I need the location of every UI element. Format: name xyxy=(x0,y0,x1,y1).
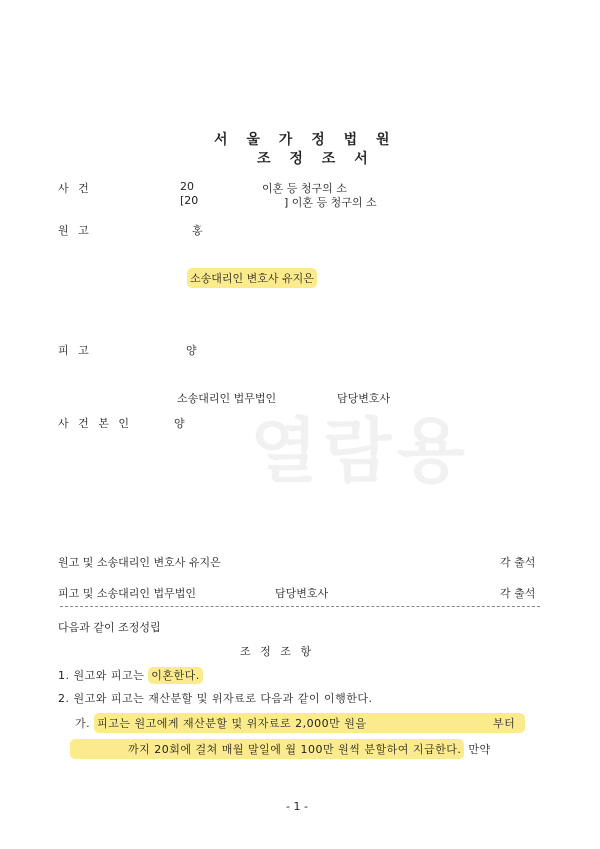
page-number: - 1 - xyxy=(286,800,308,813)
clause-2a-tail: 만약 xyxy=(464,743,491,756)
case-desc-1: 이혼 등 청구의 소 xyxy=(262,182,347,195)
case-year-2: [20 xyxy=(180,194,199,207)
clause-2a-highlight xyxy=(94,713,525,733)
clause-2a-prefix: 가. xyxy=(75,717,95,730)
plaintiff-name: 홍 xyxy=(192,224,203,237)
clause-2a xyxy=(75,713,525,733)
attendance-2-extra: 담당변호사 xyxy=(275,587,329,600)
clause-2: 2. 원고와 피고는 재산분할 및 위자료로 다음과 같이 이행한다. xyxy=(58,692,373,705)
principal-name: 양 xyxy=(174,417,185,430)
attendance-1-text: 원고 및 소송대리인 변호사 유지은 xyxy=(58,556,221,569)
case-year-1: 20 xyxy=(180,180,194,193)
principal-label: 사 건 본 인 xyxy=(58,417,132,430)
plaintiff-attorney: 소송대리인 변호사 유지은 xyxy=(187,268,317,288)
clause-2a-cont-highlight xyxy=(70,739,464,759)
defendant-attorney: 소송대리인 법무법인 xyxy=(177,392,277,405)
attendance-1-status: 각 출석 xyxy=(500,556,536,569)
divider-line xyxy=(60,606,540,607)
case-label: 사 건 xyxy=(58,182,92,195)
attendance-2-status: 각 출석 xyxy=(500,587,536,600)
settlement-intro: 다음과 같이 조정성립 xyxy=(58,621,161,634)
court-name: 서 울 가 정 법 원 xyxy=(214,132,397,148)
clause-2a-highlight-text: 피고는 원고에게 재산분할 및 위자료로 2,000만 원을 xyxy=(97,717,367,730)
case-desc-2: ] 이혼 등 청구의 소 xyxy=(284,196,377,209)
watermark-text: 열람용 xyxy=(250,410,471,492)
settlement-heading: 조 정 조 항 xyxy=(240,645,314,658)
document-title: 조 정 조 서 xyxy=(257,151,375,167)
attendance-2-text: 피고 및 소송대리인 법무법인 xyxy=(58,587,197,600)
defendant-label: 피 고 xyxy=(58,344,92,357)
clause-2a-from: 부터 xyxy=(493,717,516,730)
clause-1 xyxy=(58,667,203,683)
defendant-name: 양 xyxy=(186,344,197,357)
clause-1-prefix: 1. 원고와 피고는 xyxy=(58,669,149,682)
clause-2a-continued xyxy=(70,739,491,759)
clause-1-highlight: 이혼한다. xyxy=(148,667,203,684)
plaintiff-label: 원 고 xyxy=(58,224,92,237)
clause-2a-cont-text: 까지 20회에 걸쳐 매월 말일에 월 100만 원씩 분할하여 지급한다. xyxy=(128,743,462,756)
defendant-attorney-role: 담당변호사 xyxy=(337,392,391,405)
